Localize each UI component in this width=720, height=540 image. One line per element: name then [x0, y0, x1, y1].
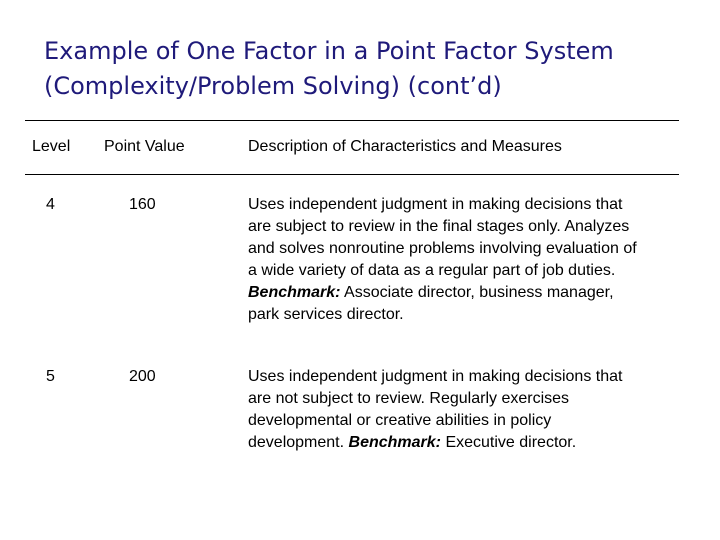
slide-title	[44, 34, 704, 104]
row-description	[248, 194, 688, 326]
benchmark-text: Associate director, business manager,	[340, 284, 614, 301]
header-bottom-rule	[25, 174, 679, 175]
table-top-rule	[25, 120, 679, 121]
description-line: are not subject to review. Regularly exercises	[248, 390, 570, 407]
description-line: Uses independent judgment in making decisions that	[248, 368, 623, 385]
benchmark-label: Benchmark:	[348, 434, 441, 451]
row-point-value: 160	[129, 196, 156, 213]
header-description: Description of Characteristics and Measures	[248, 138, 562, 155]
row-point-value: 200	[129, 368, 156, 385]
description-line: developmental or creative abilities in policy	[248, 412, 552, 429]
header-point-value: Point Value	[104, 138, 185, 155]
row-description	[248, 366, 688, 454]
slide-title-line-2: (Complexity/Problem Solving) (cont’d)	[44, 72, 502, 100]
benchmark-label: Benchmark:	[248, 284, 341, 301]
slide-title-line-1: Example of One Factor in a Point Factor System	[44, 37, 614, 65]
description-line: Uses independent judgment in making decisions that	[248, 196, 623, 213]
description-line: are subject to review in the final stages only. Analyzes	[248, 218, 630, 235]
row-level: 4	[46, 196, 55, 213]
benchmark-prefix: development.	[248, 434, 349, 451]
benchmark-line: park services director.	[248, 306, 404, 323]
benchmark-line	[248, 282, 688, 304]
benchmark-line	[248, 432, 688, 454]
description-line: and solves nonroutine problems involving evaluation of	[248, 240, 637, 257]
header-level: Level	[32, 138, 71, 155]
row-level: 5	[46, 368, 55, 385]
description-line: a wide variety of data as a regular part of job duties.	[248, 262, 616, 279]
benchmark-text: Executive director.	[441, 434, 577, 451]
